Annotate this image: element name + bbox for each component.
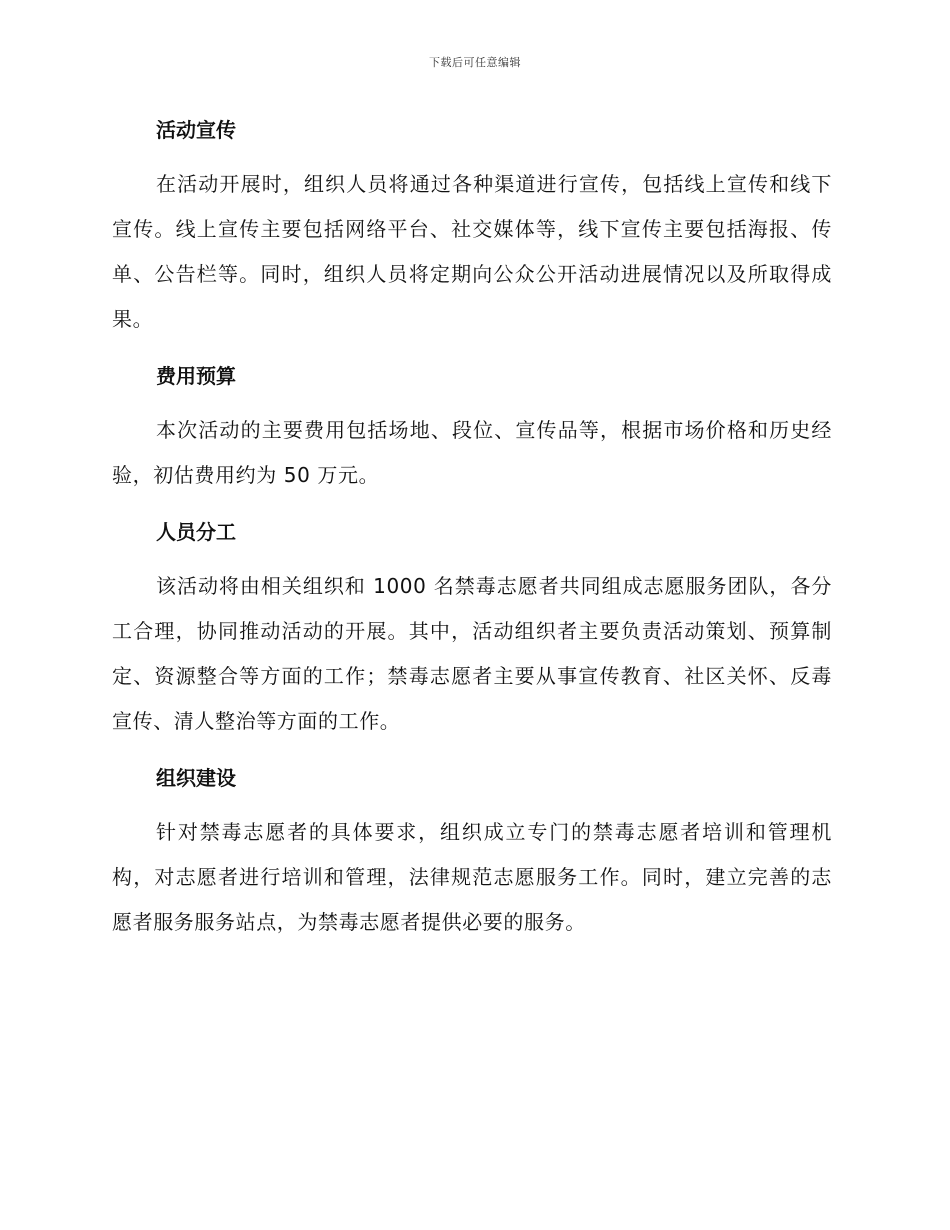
section-body-organization: 针对禁毒志愿者的具体要求，组织成立专门的禁毒志愿者培训和管理机构，对志愿者进行培训和管理，法律规范志愿服务工作。同时，建立完善的志愿者服务服务站点，为禁毒志愿者提供必要的服务。 (112, 820, 832, 934)
section-body-staffing: 该活动将由相关组织和 1000 名禁毒志愿者共同组成志愿服务团队，各分工合理，协同推动活动的开展。其中，活动组织者主要负责活动策划、预算制定、资源整合等方面的工作；禁毒志愿者主要从事宣传教育、社区关怀、反毒宣传、清人整治等方面的工作。 (112, 574, 832, 733)
document-content (112, 110, 832, 959)
section-heading-publicity: 活动宣传 (156, 118, 236, 142)
header-note: 下载后可任意编辑 (429, 56, 521, 69)
section-body-publicity: 在活动开展时，组织人员将通过各种渠道进行宣传，包括线上宣传和线下宣传。线上宣传主要包括网络平台、社交媒体等，线下宣传主要包括海报、传单、公告栏等。同时，组织人员将定期向公众公开活动进展情况以及所取得成果。 (112, 172, 832, 331)
section-heading-organization: 组织建设 (156, 766, 236, 790)
section-heading-budget: 费用预算 (156, 364, 236, 388)
section-body-budget: 本次活动的主要费用包括场地、段位、宣传品等，根据市场价格和历史经验，初估费用约为 50 万元。 (112, 418, 832, 487)
section-heading-staffing: 人员分工 (156, 520, 236, 544)
